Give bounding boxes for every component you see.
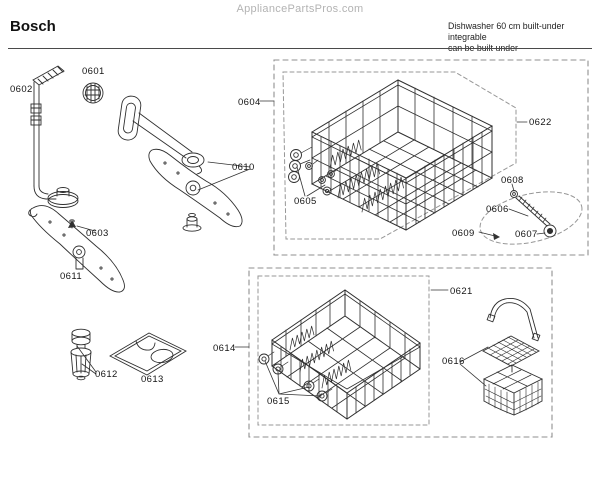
grate-cap-0601 — [83, 83, 103, 103]
part-label-0608: 0608 — [501, 175, 524, 186]
part-label-0601: 0601 — [82, 66, 105, 77]
upper-spray-arm-0610 — [117, 95, 242, 231]
axle-detail-ellipse-0609 — [475, 183, 587, 253]
part-label-0615: 0615 — [267, 396, 290, 407]
part-label-0621: 0621 — [450, 286, 473, 297]
part-label-0602: 0602 — [10, 84, 33, 95]
upper-rack-region-0622 — [283, 72, 516, 239]
model-subtitle-line1: Dishwasher 60 cm built-under integrable — [448, 21, 565, 42]
part-label-0611: 0611 — [60, 271, 83, 282]
part-label-0610: 0610 — [232, 162, 255, 173]
wheels-0615 — [259, 352, 332, 401]
part-label-0616: 0616 — [442, 356, 465, 367]
part-label-0604: 0604 — [238, 97, 261, 108]
part-label-0614: 0614 — [213, 343, 236, 354]
part-label-0609: 0609 — [452, 228, 475, 239]
feed-pipe-0602 — [29, 66, 78, 217]
brand-title: Bosch — [10, 18, 56, 35]
leader-lines — [68, 101, 545, 396]
lower-rack-0621-drawing — [272, 290, 420, 419]
part-label-0612: 0612 — [95, 369, 118, 380]
model-subtitle-line2: can be built under — [448, 43, 518, 53]
filter-plate-0613 — [110, 333, 186, 375]
cutlery-basket-0616 — [483, 298, 542, 415]
part-label-0605: 0605 — [294, 196, 317, 207]
part-label-0613: 0613 — [141, 374, 164, 385]
part-label-0607: 0607 — [515, 229, 538, 240]
upper-rack-0622-drawing — [312, 80, 492, 230]
part-label-0603: 0603 — [86, 228, 109, 239]
filter-insert-0612 — [71, 329, 91, 380]
wheels-0605 — [289, 147, 340, 195]
part-label-0622: 0622 — [529, 117, 552, 128]
part-label-0606: 0606 — [486, 204, 509, 215]
watermark-text: AppliancePartsPros.com — [236, 3, 364, 15]
